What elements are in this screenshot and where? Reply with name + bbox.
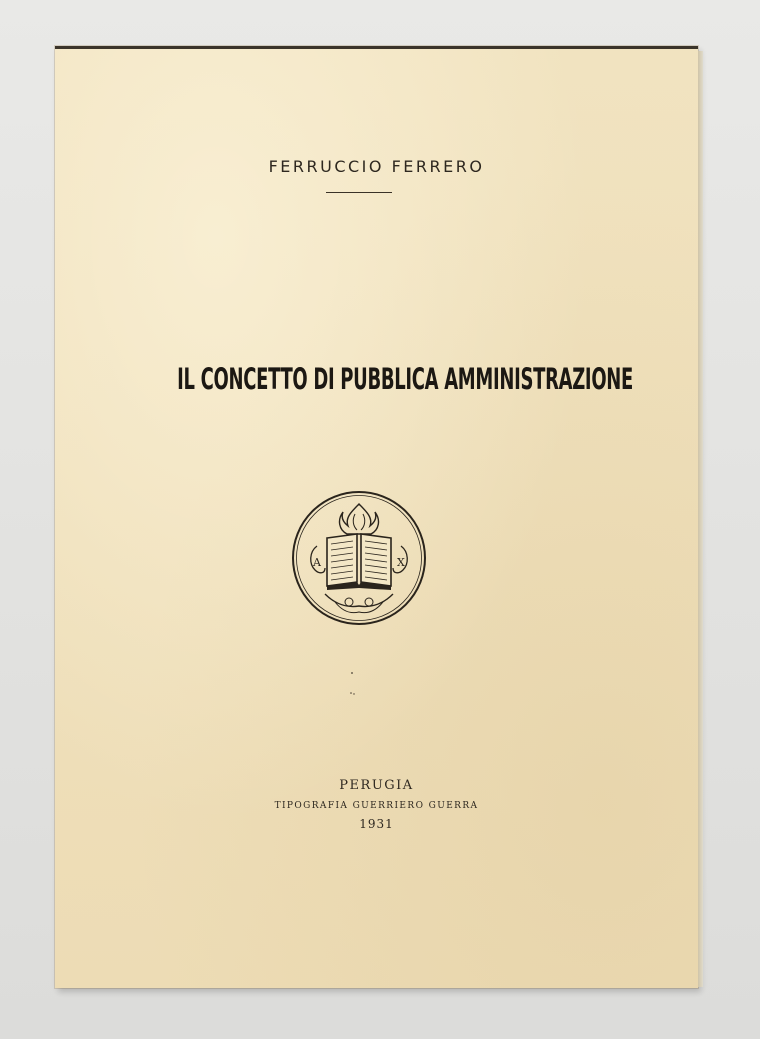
publication-place: PERUGIA	[339, 778, 414, 793]
printer-name: TIPOGRAFIA GUERRIERO GUERRA	[274, 801, 479, 811]
emblem-letter-right: X	[397, 556, 405, 569]
author-name: FERRUCCIO FERRERO	[268, 157, 485, 176]
emblem-letter-left: A	[313, 556, 321, 569]
publication-year: 1931	[359, 817, 394, 831]
open-book-flame-emblem-icon	[291, 490, 427, 626]
book-cover	[55, 46, 698, 988]
book-title: IL CONCETTO DI PUBBLICA AMMINISTRAZIONE	[177, 362, 634, 396]
author-rule-divider	[326, 192, 392, 193]
ornament-dots	[347, 669, 359, 699]
